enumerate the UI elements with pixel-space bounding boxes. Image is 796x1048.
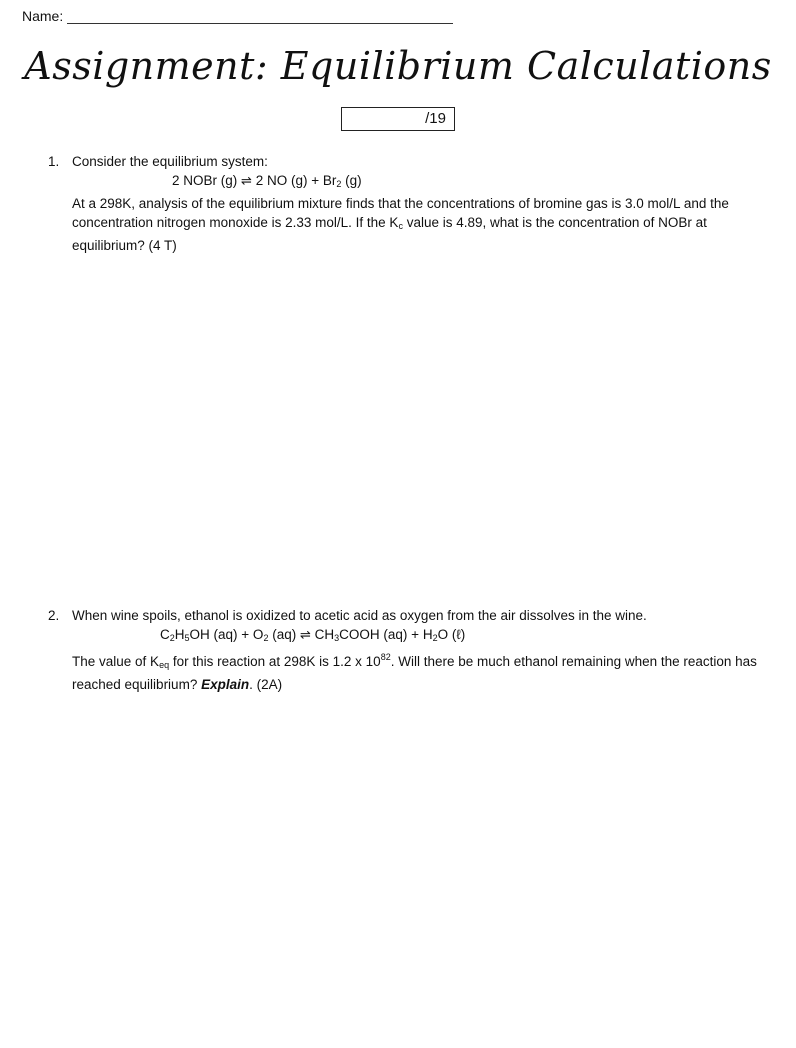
chemical-equation: $C_2H_5OH$ $(aq) + O_2$ (aq) ⇌ $CH_3COOH$ $(aq) + H_2O$ (ℓ) bbox=[160, 627, 466, 643]
name-label: Name: bbox=[22, 8, 64, 24]
question-text: The value of $K_{eq}$ for this reaction at 298K is 1.2 x $10^{82}$. Will there be much ethanol remaining when the reaction has reached equilibrium? Explain. (2A) bbox=[72, 652, 757, 692]
question-1 bbox=[48, 152, 768, 255]
question-intro: When wine spoils, ethanol is oxidized to acetic acid as oxygen from the air dissolves in the wine. bbox=[72, 608, 647, 623]
equilibrium-arrow-icon: ⇌ bbox=[241, 173, 252, 188]
question-body bbox=[72, 606, 768, 694]
score-box: /19 bbox=[341, 107, 455, 131]
question-intro: Consider the equilibrium system: bbox=[72, 154, 268, 169]
name-blank-line[interactable] bbox=[67, 11, 453, 24]
name-field bbox=[22, 8, 453, 24]
page-title: Assignment: Equilibrium Calculations bbox=[24, 44, 772, 88]
question-2 bbox=[48, 606, 768, 694]
question-text: At a 298K, analysis of the equilibrium mixture finds that the concentrations of bromine gas is 3.0 mol/L and the concentration nitrogen monoxide is 2.33 mol/L. If the $K_c$ value is 4.89, what is the concentration of NOBr at equilibrium? (4 T) bbox=[72, 196, 729, 253]
question-body bbox=[72, 152, 768, 255]
chemical-equation: 2 NOBr (g) ⇌ 2 NO $(g) + Br_2$ (g) bbox=[172, 173, 362, 189]
question-number: 1. bbox=[48, 154, 60, 169]
question-number: 2. bbox=[48, 608, 60, 623]
explain-emphasis: Explain bbox=[201, 677, 250, 692]
equilibrium-arrow-icon: ⇌ bbox=[299, 627, 311, 642]
